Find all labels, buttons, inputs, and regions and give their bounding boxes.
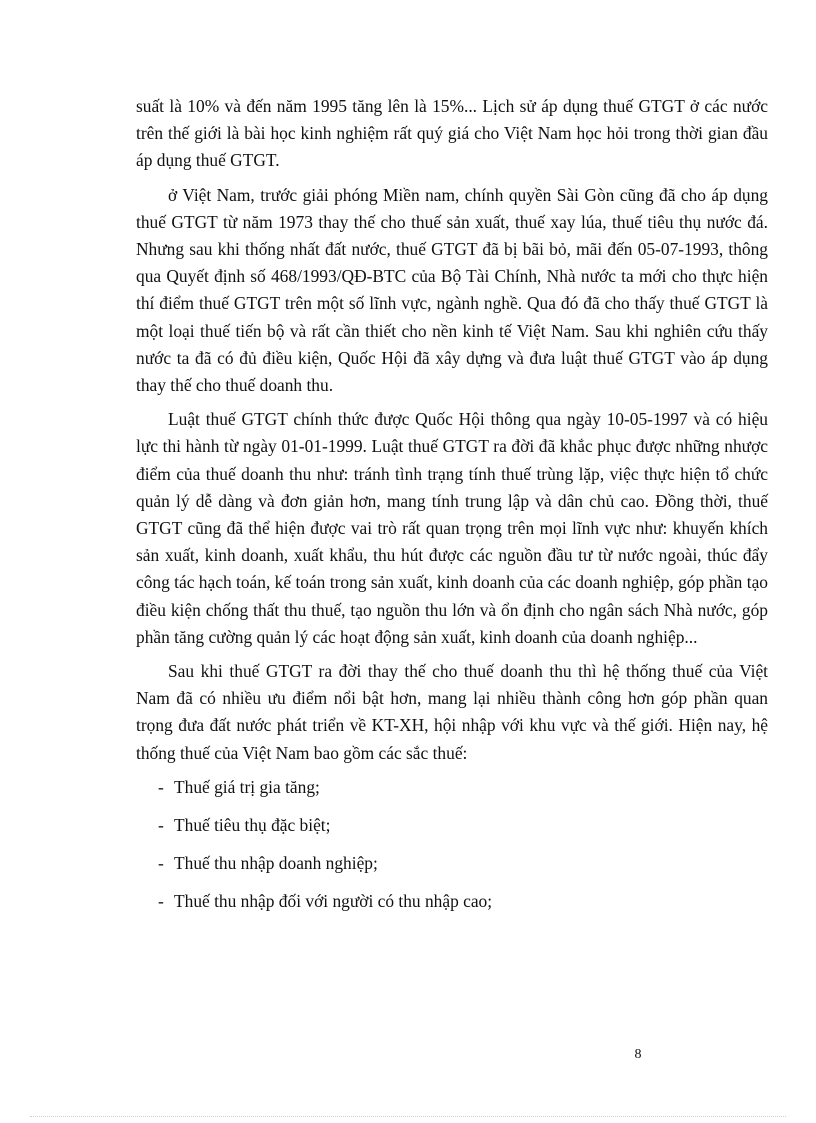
paragraph-2: ở Việt Nam, trước giải phóng Miền nam, chính quyền Sài Gòn cũng đã cho áp dụng thuế GTGT từ năm 1973 thay thế cho thuế sản xuất, thuế xay lúa, thuế tiêu thụ nước đá. Nhưng sau khi thống nhất đất nước, thuế GTGT đã bị bãi bỏ, mãi đến 05-07-1993, thông qua Quyết định số 468/1993/QĐ-BTC của Bộ Tài Chính, Nhà nước ta mới cho thực hiện thí điểm thuế GTGT trên một số lĩnh vực, ngành nghề. Qua đó đã cho thấy thuế GTGT là một loại thuế tiến bộ và rất cần thiết cho nền kinh tế Việt Nam. Sau khi nghiên cứu thấy nước ta đã có đủ điều kiện, Quốc Hội đã xây dựng và đưa luật thuế GTGT vào áp dụng thay thế cho thuế doanh thu. bbox=[136, 184, 768, 396]
list-item bbox=[158, 812, 768, 839]
paragraph-3: Luật thuế GTGT chính thức được Quốc Hội thông qua ngày 10-05-1997 và có hiệu lực thi hành từ ngày 01-01-1999. Luật thuế GTGT ra đời đã khắc phục được những nhược điểm của thuế doanh thu như: tránh tình trạng tính thuế trùng lặp, việc thực hiện tổ chức quản lý dễ dàng và đơn giản hơn, mang tính trung lập và dân chủ cao. Đồng thời, thuế GTGT cũng đã thể hiện được vai trò rất quan trọng trên mọi lĩnh vực như: khuyến khích sản xuất, kinh doanh, xuất khẩu, thu hút được các nguồn đầu tư từ nước ngoài, thúc đẩy công tác hạch toán, kế toán trong sản xuất, kinh doanh của các doanh nghiệp, góp phần tạo điều kiện chống thất thu thuế, tạo nguồn thu lớn và ổn định cho ngân sách Nhà nước, góp phần tăng cường quản lý các hoạt động sản xuất, kinh doanh của doanh nghiệp... bbox=[136, 409, 768, 647]
page-number: 8 bbox=[634, 1047, 642, 1062]
body-text bbox=[136, 93, 768, 927]
paragraph-1: suất là 10% và đến năm 1995 tăng lên là 15%... Lịch sử áp dụng thuế GTGT ở các nước trên thế giới là bài học kinh nghiệm rất quý giá cho Việt Nam học hỏi trong thời gian đầu áp dụng thuế GTGT. bbox=[136, 96, 768, 171]
list-item bbox=[158, 850, 768, 877]
list-item-text: Thuế tiêu thụ đặc biệt; bbox=[174, 815, 331, 836]
list-item-text: Thuế thu nhập doanh nghiệp; bbox=[174, 853, 378, 874]
list-dash: - bbox=[158, 891, 164, 912]
list-dash: - bbox=[158, 815, 164, 836]
list-item-text: Thuế thu nhập đối với người có thu nhập cao; bbox=[174, 891, 493, 912]
list-item bbox=[158, 888, 768, 915]
paragraph-4: Sau khi thuế GTGT ra đời thay thế cho thuế doanh thu thì hệ thống thuế của Việt Nam đã có nhiều ưu điểm nổi bật hơn, mang lại nhiều thành công hơn góp phần quan trọng đưa đất nước phát triển về KT-XH, hội nhập với khu vực và thế giới. Hiện nay, hệ thống thuế của Việt Nam bao gồm các sắc thuế: bbox=[136, 661, 768, 763]
list-dash: - bbox=[158, 776, 164, 797]
list-dash: - bbox=[158, 853, 164, 874]
list-item bbox=[158, 774, 768, 801]
page-bottom-divider bbox=[30, 1116, 786, 1117]
tax-list bbox=[136, 774, 768, 916]
list-item-text: Thuế giá trị gia tăng; bbox=[174, 776, 320, 797]
